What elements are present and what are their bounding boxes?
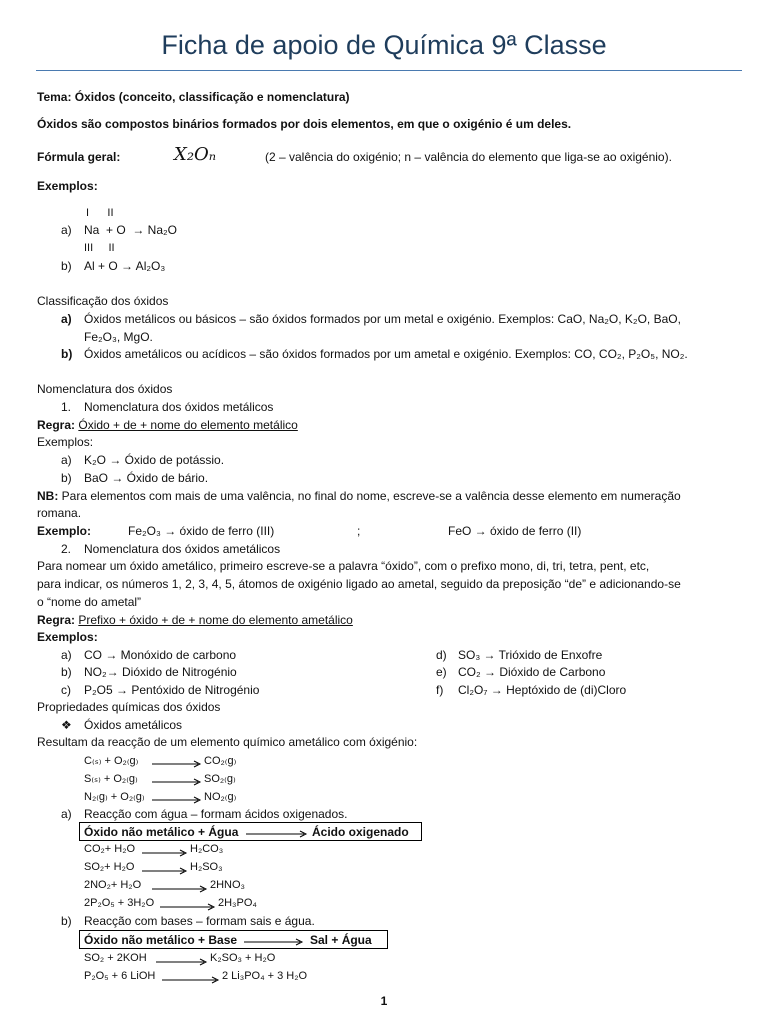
water-reaction-rhs: H₂CO₃ [190,843,224,855]
bases-reaction-lhs: P₂O₅ + 6 LiOH [84,970,156,982]
definition [37,117,571,131]
valence-b: III II [84,242,115,254]
class-a-text: Óxidos metálicos ou básicos – são óxidos formados por um metal e oxigénio. Exemplos: CaO, Na₂O, K₂O, BaO, [84,312,681,326]
bases-reaction-lhs: SO₂ + 2KOH [84,952,147,964]
class-b-letter: b) [61,347,73,361]
water-rule-rhs: Ácido oxigenado [312,825,409,839]
section2-text-3: o “nome do ametal” [37,595,142,609]
page-title: Ficha de apoio de Química 9ª Classe [161,30,607,60]
nb-text-cont: romana. [37,506,82,520]
nb-label: NB: [37,489,59,503]
rule1-label: Regra: [37,418,76,432]
reaction-rhs: CO₂₍g₎ [204,755,237,767]
arrow-icon [162,975,220,985]
exemplo-label: Exemplo: [37,524,92,538]
water-rule-lhs: Óxido não metálico + Água [84,825,239,839]
formula-note: (2 – valência do oxigénio; n – valência do elemento que liga-se ao oxigénio). [265,150,672,164]
bases-reaction-rhs: K₂SO₃ + H₂O [210,952,276,964]
exemplo-2: FeO → óxido de ferro (II) [448,524,582,538]
arrow-icon [246,829,308,839]
ametal-example-letter: f) [436,683,444,697]
ametal-example: NO₂→ Dióxido de Nitrogénio [84,665,237,679]
nb-note [37,489,681,503]
reaction-rhs: SO₂₍g₎ [204,773,236,785]
class-a-text-cont: Fe₂O₃, MgO. [84,330,153,344]
class-a-letter: a) [61,312,72,326]
diamond-bullet-icon: ❖ [61,718,72,732]
examples-label: Exemplos: [37,179,98,193]
reaction-lhs: S₍ₛ₎ + O₂₍g₎ [84,773,138,785]
water-reaction-lhs: SO₂+ H₂O [84,861,135,873]
reaction-lhs: N₂₍g₎ + O₂₍g₎ [84,791,145,803]
formula-expression: X₂Oₙ [174,144,217,165]
nb-text: Para elementos com mais de uma valência, no final do nome, escreve-se a valência desse elemento em numeração [61,489,681,503]
formula-label: Fórmula geral: [37,150,121,164]
valence-a: I II [86,207,114,219]
ametal-example-letter: d) [436,648,447,662]
ametal-example: P₂O5 → Pentóxido de Nitrogénio [84,683,260,697]
class-b-text: Óxidos ametálicos ou acídicos – são óxidos formados por um ametal e oxigénio. Exemplos: CO, CO₂, P₂O₅, NO₂. [84,347,688,361]
arrow-icon [152,777,202,787]
water-reaction-lhs: 2P₂O₅ + 3H₂O [84,897,155,909]
section1-number: 1. [61,400,72,414]
arrow-icon [142,866,188,876]
section1-title: Nomenclatura dos óxidos metálicos [84,400,274,414]
water-reaction-rhs: 2HNO₃ [210,879,246,891]
examples-ametal-label: Exemplos: [37,630,98,644]
water-reaction-lhs: 2NO₂+ H₂O [84,879,142,891]
properties-intro: Resultam da reacção de um elemento químico ametálico com óxigénio: [37,735,418,749]
bases-reaction-rhs: 2 Li₃PO₄ + 3 H₂O [222,970,308,982]
example-a-letter: a) [61,223,72,237]
classification-heading: Classificação dos óxidos [37,294,169,308]
reaction-rhs: NO₂₍g₎ [204,791,237,803]
nomenclature-heading: Nomenclatura dos óxidos [37,382,173,396]
section2-text-2: para indicar, os números 1, 2, 3, 4, 5, átomos de oxigénio ligado ao ametal, seguido da preposição “de” e adicionando-se [37,577,681,591]
metal-a: K₂O → Óxido de potássio. [84,453,225,467]
water-reaction-lhs: CO₂+ H₂O [84,843,136,855]
metal-a-letter: a) [61,453,72,467]
section2-number: 2. [61,542,72,556]
bases-title: Reacção com bases – formam sais e água. [84,914,315,928]
water-title: Reacção com água – formam ácidos oxigenados. [84,807,348,821]
bases-rule-rhs: Sal + Água [310,933,372,947]
arrow-icon [152,759,202,769]
ametal-example-letter: a) [61,648,72,662]
rule2 [37,613,353,627]
section2-text-1: Para nomear um óxido ametálico, primeiro escreve-se a palavra “óxido”, com o prefixo mono, di, tri, tetra, pent, etc, [37,559,650,573]
example-b-letter: b) [61,259,72,273]
arrow-icon [142,848,188,858]
ametal-example-letter: c) [61,683,71,697]
properties-heading: Propriedades químicas dos óxidos [37,700,221,714]
reaction-lhs: C₍ₛ₎ + O₂₍g₎ [84,755,139,767]
ametal-example-letter: b) [61,665,72,679]
water-reaction-rhs: H₂SO₃ [190,861,223,873]
exemplo-separator: ; [357,524,361,538]
definition-text: Óxidos são compostos binários formados por dois elementos, em que o oxigénio é um deles. [37,117,572,131]
bases-rule-lhs: Óxido não metálico + Base [84,933,238,947]
arrow-icon [160,902,216,912]
exemplo-1: Fe₂O₃ → óxido de ferro (III) [128,524,275,538]
arrow-icon [244,937,304,947]
examples-metal-label: Exemplos: [37,435,94,449]
rule2-label: Regra: [37,613,76,627]
arrow-icon [156,957,208,967]
example-b-equation: Al + O → Al₂O₃ [84,259,166,273]
rule2-text: Prefixo + óxido + de + nome do elemento ametálico [78,613,353,627]
bases-letter: b) [61,914,72,928]
properties-subheading: Óxidos ametálicos [84,718,183,732]
ametal-example: CO₂ → Dióxido de Carbono [458,665,606,679]
water-reaction-rhs: 2H₃PO₄ [218,897,257,909]
ametal-example: SO₃ → Trióxido de Enxofre [458,648,603,662]
ametal-example: CO → Monóxido de carbono [84,648,237,662]
example-a-equation: Na + O → Na₂O [84,223,178,237]
metal-b: BaO → Óxido de bário. [84,471,209,485]
tema-line: Tema: Óxidos (conceito, classificação e nomenclatura) [37,90,350,104]
section2-title: Nomenclatura dos óxidos ametálicos [84,542,281,556]
ametal-example-letter: e) [436,665,447,679]
title-divider [36,70,742,71]
arrow-icon [152,795,202,805]
water-letter: a) [61,807,72,821]
ametal-example: Cl₂O₇ → Heptóxido de (di)Cloro [458,683,627,697]
metal-b-letter: b) [61,471,72,485]
page-number: 1 [380,994,388,1008]
arrow-icon [152,884,208,894]
rule1 [37,418,298,432]
rule1-text: Óxido + de + nome do elemento metálico [78,418,298,432]
